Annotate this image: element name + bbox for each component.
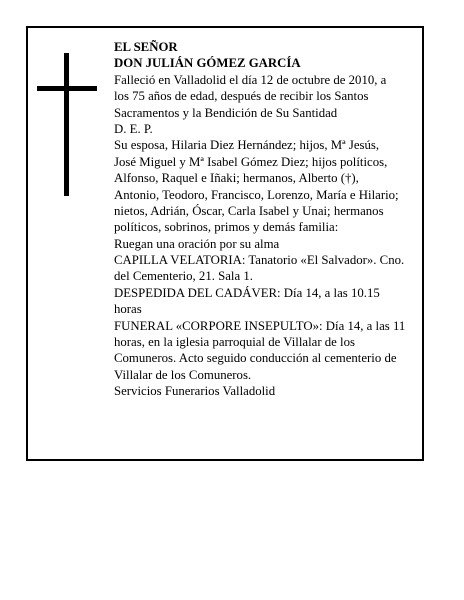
notice-line: Falleció en Valladolid el día 12 de octubre de 2010, a bbox=[114, 72, 387, 87]
family-line: José Miguel y Mª Isabel Gómez Diez; hijos políticos, bbox=[114, 154, 388, 169]
prayer-line: Ruegan una oración por su alma bbox=[114, 236, 280, 251]
deceased-name: DON JULIÁN GÓMEZ GARCÍA bbox=[114, 56, 301, 71]
chapel-line: del Cementerio, 21. Sala 1. bbox=[114, 269, 253, 284]
family-line: Alfonso, Raquel e Iñaki; hermanos, Alberto (†), bbox=[114, 171, 359, 186]
funeral-line: FUNERAL «CORPORE INSEPULTO»: Día 14, a las 11 bbox=[114, 318, 406, 333]
cross-horizontal-bar bbox=[37, 86, 97, 91]
notice-title: EL SEÑOR bbox=[114, 40, 178, 54]
rip-line: D. E. P. bbox=[114, 121, 153, 136]
cross-vertical-bar bbox=[64, 53, 69, 196]
funeral-line: Villalar de los Comuneros. bbox=[114, 367, 252, 382]
family-line: Antonio, Teodoro, Francisco, Lorenzo, María e Hilario; bbox=[114, 187, 399, 202]
funeral-line: Comuneros. Acto seguido conducción al cementerio de bbox=[114, 351, 397, 366]
family-line: políticos, sobrinos, primos y demás familia: bbox=[114, 220, 339, 235]
notice-line: Sacramentos y la Bendición de Su Santidad bbox=[114, 105, 338, 120]
chapel-line: CAPILLA VELATORIA: Tanatorio «El Salvador». Cno. bbox=[114, 253, 405, 268]
farewell-line: horas bbox=[114, 302, 142, 317]
family-line: nietos, Adrián, Óscar, Carla Isabel y Unai; hermanos bbox=[114, 203, 384, 218]
funeral-services-line: Servicios Funerarios Valladolid bbox=[114, 384, 276, 399]
funeral-line: horas, en la iglesia parroquial de Villalar de los bbox=[114, 335, 355, 350]
family-line: Su esposa, Hilaria Diez Hernández; hijos, Mª Jesús, bbox=[114, 138, 380, 153]
farewell-line: DESPEDIDA DEL CADÁVER: Día 14, a las 10.15 bbox=[114, 285, 380, 300]
cross-icon bbox=[37, 53, 97, 196]
notice-line: los 75 años de edad, después de recibir los Santos bbox=[114, 89, 369, 104]
obituary-text bbox=[114, 39, 420, 400]
